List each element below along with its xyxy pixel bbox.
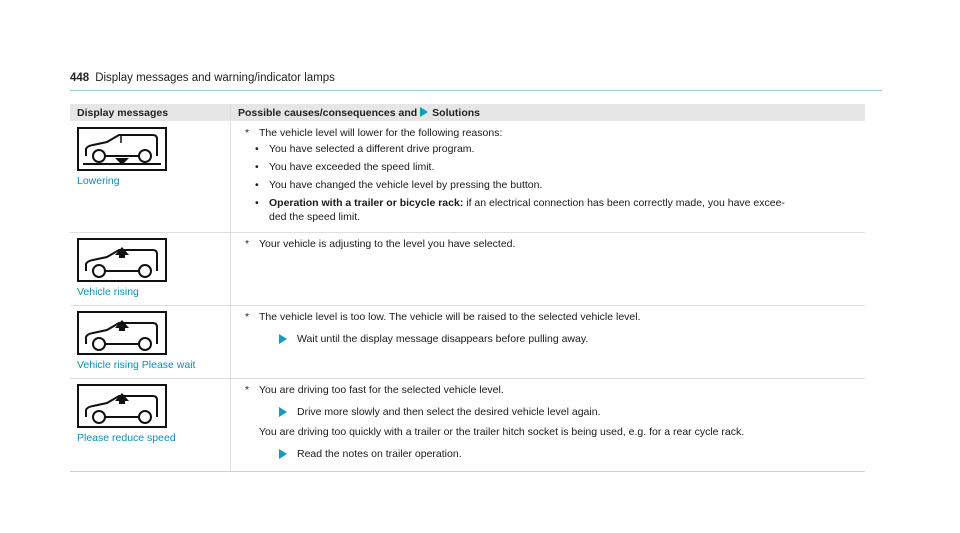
list-item: • You have changed the vehicle level by pressing the button. [255,178,858,192]
cause-line: * The vehicle level will lower for the following reasons: [245,127,503,139]
solution-step: Drive more slowly and then select the desired vehicle level again. [245,405,858,419]
step-arrow-icon [279,407,287,417]
table-row [70,233,865,306]
message-caption: Lowering [77,175,120,187]
causes-cell [231,379,866,472]
message-caption: Please reduce speed [77,432,176,444]
step-arrow-icon [279,334,287,344]
solution-step: Wait until the display message disappears before pulling away. [245,332,858,346]
col-header-causes: Possible causes/consequences and [238,106,418,119]
header-divider [70,90,882,91]
solution-step: Read the notes on trailer operation. [245,447,858,461]
list-item: • You have selected a different drive program. [255,142,858,156]
table-row [70,306,865,379]
list-item: • You have exceeded the speed limit. [255,160,858,174]
col-header-display-messages: Display messages [70,104,231,122]
message-cell [70,233,231,306]
cause-line: * The vehicle level is too low. The vehicle will be raised to the selected vehicle level. [245,311,641,323]
cause-text: You are driving too quickly with a trailer or the trailer hitch socket is being used, e.g. for a rear cycle rack. [259,426,745,438]
table-header-row [70,104,865,122]
page-number: 448 [70,72,90,84]
page-title: Display messages and warning/indicator lamps [95,72,335,84]
cause-line: * You are driving too fast for the selected vehicle level. [245,384,504,396]
vehicle-rising-icon [77,238,167,282]
causes-cell [231,122,866,233]
cause-line: * Your vehicle is adjusting to the level you have selected. [245,238,516,250]
step-arrow-icon [279,449,287,459]
vehicle-rising-icon [77,311,167,355]
message-cell [70,306,231,379]
table-row [70,122,865,233]
list-item: • Operation with a trailer or bicycle rack: if an electrical connection has been correctly made, you have excee- ded the speed limit. [255,196,858,224]
message-cell [70,379,231,472]
vehicle-lowering-icon [77,127,167,171]
col-header-solutions: Solutions [432,106,481,119]
message-caption: Vehicle rising [77,286,139,298]
reasons-list [245,142,858,224]
page-header [70,72,335,84]
causes-cell [231,306,866,379]
table-row [70,379,865,472]
solutions-arrow-icon [420,107,428,117]
message-cell [70,122,231,233]
causes-cell [231,233,866,306]
vehicle-rising-icon [77,384,167,428]
display-messages-table [70,104,865,472]
message-caption: Vehicle rising Please wait [77,359,196,371]
col-header-causes-solutions [231,104,866,122]
